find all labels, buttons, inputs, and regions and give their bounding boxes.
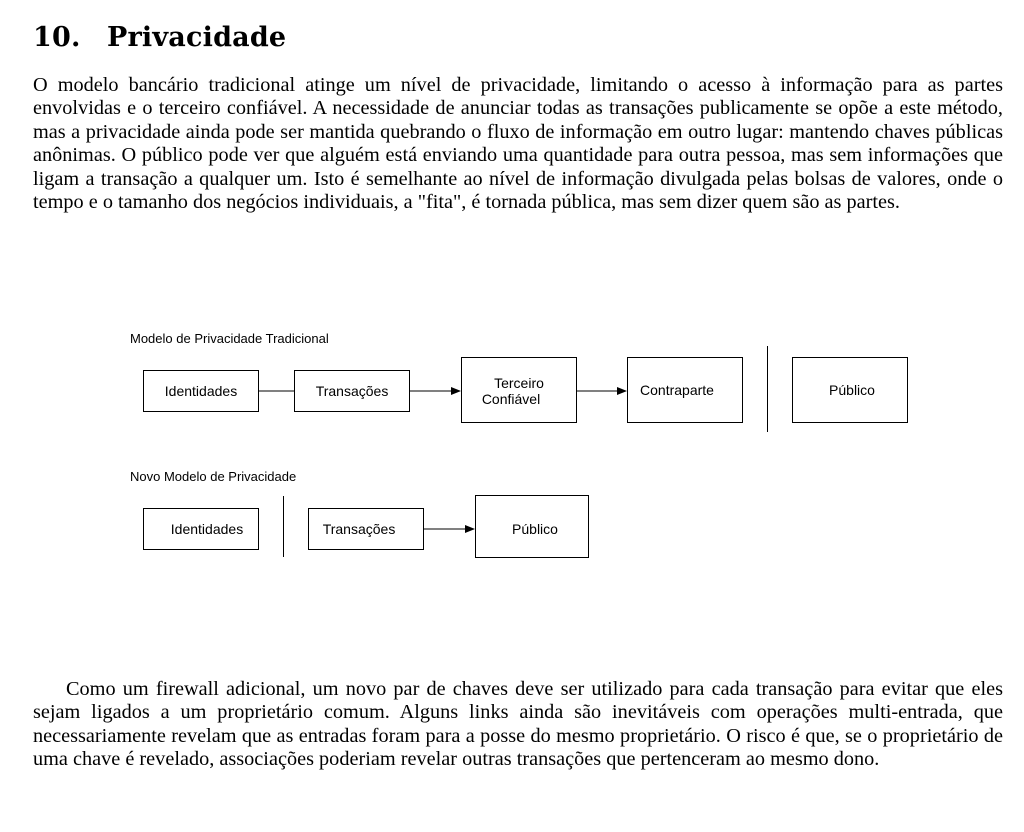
traditional-public-node bbox=[793, 358, 908, 423]
paragraph-intro: O modelo bancário tradicional atinge um nível de privacidade, limitando o acesso à informação para as partes envolvidas e o terceiro confiável. A necessidade de anunciar todas as transações publicamente se opõe a este método, mas a privacidade ainda pode ser mantida quebrando o fluxo de informação em outro lugar: mantendo chaves públicas anônimas. O público pode ver que alguém está enviando uma quantidade para outra pessoa, mas sem informações que ligam a transação a qualquer um. Isto é semelhante ao nível de informação divulgada pelas bolsas de valores, onde o tempo e o tamanho dos negócios individuais, a "fita", é tornada pública, mas sem dizer quem são as partes. bbox=[33, 74, 1003, 214]
new-model-caption: Novo Modelo de Privacidade bbox=[130, 469, 297, 484]
section-title: Privacidade bbox=[107, 22, 287, 53]
traditional-identities-node bbox=[144, 371, 259, 412]
new-transactions-node bbox=[309, 509, 424, 550]
new-public-label: Público bbox=[512, 521, 558, 537]
new-identities-node bbox=[144, 509, 259, 550]
traditional-transactions-node bbox=[295, 371, 410, 412]
new-identities-label: Identidades bbox=[170, 521, 244, 537]
section-number: 10. bbox=[33, 22, 81, 53]
traditional-transactions-label: Transações bbox=[315, 383, 389, 399]
paragraph-firewall: Como um firewall adicional, um novo par de chaves deve ser utilizado para cada transação para evitar que eles sejam ligados a um proprietário comum. Alguns links ainda são inevitáveis com operações multi-entrada, que necessariamente revelam que as entradas foram para a posse do mesmo proprietário. O risco é que, se o proprietário de uma chave é revelado, associações poderiam revelar outras transações que pertenceram ao mesmo dono. bbox=[33, 678, 1003, 771]
counterparty-label: Contraparte bbox=[640, 382, 714, 398]
trusted-third-party-label-line2: Confiável bbox=[481, 391, 541, 407]
counterparty-node bbox=[628, 358, 743, 423]
trusted-third-party-node bbox=[462, 358, 577, 423]
traditional-identities-label: Identidades bbox=[164, 383, 238, 399]
trusted-third-party-label-line1: Terceiro bbox=[494, 375, 544, 391]
traditional-model-caption: Modelo de Privacidade Tradicional bbox=[130, 331, 329, 346]
new-transactions-label: Transações bbox=[322, 521, 396, 537]
traditional-public-label: Público bbox=[829, 382, 875, 398]
new-public-node bbox=[476, 496, 589, 558]
